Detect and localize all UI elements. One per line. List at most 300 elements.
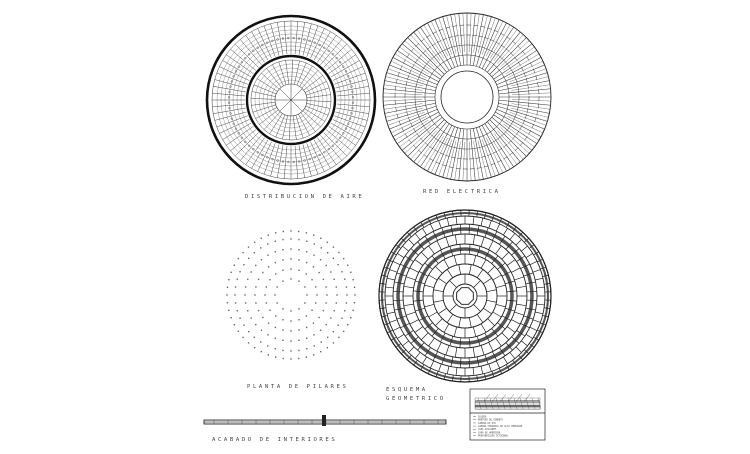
- panel-divider: [454, 255, 457, 265]
- panel-divider: [488, 266, 495, 273]
- pillar: [306, 348, 307, 349]
- pillar: [338, 252, 339, 253]
- pillar: [227, 287, 228, 288]
- panel-divider: [473, 304, 480, 311]
- panel-divider: [444, 324, 449, 333]
- center-post: [322, 415, 326, 426]
- pillar: [282, 249, 283, 250]
- pillar: [275, 262, 276, 263]
- pillar: [234, 324, 235, 325]
- panel-divider: [483, 278, 491, 284]
- panel-divider: [393, 327, 400, 330]
- detail-legend-item: PREFABRICADO OCTOGONAL: [478, 435, 509, 438]
- outer-duct: [317, 35, 336, 62]
- panel-divider: [514, 312, 524, 315]
- caption-air-distribution: DISTRIBUCION DE AIRE: [245, 194, 364, 200]
- pillar: [341, 271, 342, 272]
- outlet-tick: [526, 56, 529, 60]
- panel-divider: [496, 246, 502, 254]
- panel-divider: [489, 220, 492, 228]
- panel-divider: [481, 237, 484, 247]
- outlet-tick: [418, 150, 422, 153]
- panel-divider: [429, 338, 435, 346]
- panel-divider: [437, 241, 442, 250]
- panel-divider: [404, 286, 414, 288]
- panel-divider: [456, 217, 457, 225]
- pillar: [313, 266, 314, 267]
- collar-ring: [435, 65, 499, 129]
- panel-divider: [487, 290, 497, 292]
- outlet-tick: [517, 46, 520, 50]
- cable-radial: [494, 50, 537, 79]
- pillar: [268, 266, 269, 267]
- outer-duct: [329, 55, 356, 74]
- panel-divider: [527, 291, 537, 292]
- panel-divider: [393, 300, 403, 301]
- cable-radial: [387, 106, 437, 121]
- pillar: [313, 354, 314, 355]
- detail-legend-item: MORTERO DE CEMENTO: [478, 419, 504, 422]
- panel-divider: [507, 260, 515, 266]
- panel-divider: [481, 366, 483, 374]
- outlet-tick: [436, 162, 441, 164]
- panel-divider: [496, 285, 506, 288]
- panel-divider: [460, 358, 461, 368]
- panel-divider: [481, 324, 486, 333]
- panel-divider: [454, 327, 457, 337]
- outlet-tick: [400, 66, 402, 71]
- inner-duct: [256, 107, 277, 118]
- pillar: [336, 286, 337, 287]
- outer-duct: [335, 80, 367, 89]
- pillar: [298, 319, 299, 320]
- pillar: [354, 287, 355, 288]
- outlet-tick: [418, 55, 421, 59]
- pillar: [350, 272, 351, 273]
- pillar: [274, 294, 275, 295]
- pillar: [268, 322, 269, 323]
- panel-divider: [430, 224, 433, 231]
- pillar: [306, 262, 307, 263]
- outlet-tick: [422, 50, 426, 53]
- pillar: [248, 258, 249, 259]
- caption-electrical-network: RED ELECTRICA: [423, 189, 501, 195]
- outer-duct: [215, 112, 247, 121]
- pillar: [235, 302, 236, 303]
- outlet-tick: [429, 146, 433, 149]
- outlet-tick: [503, 144, 507, 147]
- pillar: [255, 286, 256, 287]
- pillar: [330, 271, 331, 272]
- outlet-tick: [402, 127, 404, 131]
- pillar: [343, 331, 344, 332]
- outlet-tick: [528, 130, 530, 134]
- panel-divider: [387, 278, 395, 280]
- pillar: [243, 264, 244, 265]
- outlet-tick: [417, 133, 420, 137]
- pillar: [275, 273, 276, 274]
- cable-branch: [383, 93, 422, 95]
- outlet-tick: [428, 131, 431, 135]
- pillar: [347, 324, 348, 325]
- panel-divider: [516, 239, 522, 245]
- panel-divider: [473, 280, 480, 287]
- pillar: [275, 348, 276, 349]
- panel-divider: [455, 235, 457, 245]
- cable-branch: [509, 69, 546, 82]
- pillar: [290, 358, 291, 359]
- outlet-tick: [500, 33, 504, 35]
- outlet-tick: [458, 148, 463, 149]
- pillar: [315, 286, 316, 287]
- pillar: [313, 334, 314, 335]
- pillar: [248, 342, 249, 343]
- panel-divider: [402, 341, 408, 346]
- pillar: [298, 308, 299, 309]
- panel-divider: [456, 368, 457, 376]
- pillar: [347, 265, 348, 266]
- pillar: [245, 286, 246, 287]
- pillar: [244, 294, 245, 295]
- cable-radial: [397, 50, 440, 79]
- pillar: [254, 242, 255, 243]
- pillar: [346, 302, 347, 303]
- pillar: [242, 252, 243, 253]
- pillar: [346, 286, 347, 287]
- core-spoke: [280, 100, 291, 111]
- pillar: [290, 230, 291, 231]
- pillar: [276, 286, 277, 287]
- outlet-tick: [415, 59, 418, 63]
- cable-radial: [482, 23, 507, 69]
- cable-branch: [400, 47, 431, 70]
- cable-branch: [388, 69, 425, 82]
- pillar: [275, 232, 276, 233]
- cable-branch: [509, 112, 546, 125]
- outlet-tick: [494, 30, 499, 32]
- pillar: [269, 310, 270, 311]
- inner-duct: [298, 114, 309, 135]
- pillar: [338, 337, 339, 338]
- pillar: [261, 351, 262, 352]
- cable-radial: [492, 44, 532, 77]
- outlet-tick: [515, 147, 519, 150]
- panel-divider: [397, 253, 404, 257]
- detail-legend-item: CAPA DE HORMIGON: [478, 431, 501, 434]
- core-spoke: [291, 89, 302, 100]
- pillar: [254, 294, 255, 295]
- outlet-tick: [501, 45, 505, 48]
- panel-divider: [455, 347, 457, 357]
- panel-divider: [438, 278, 446, 284]
- pillar: [327, 347, 328, 348]
- panel-divider: [469, 358, 470, 368]
- caption-pillar-plan: PLANTA DE PILARES: [247, 384, 348, 390]
- outer-duct: [335, 112, 367, 121]
- pillar: [264, 294, 265, 295]
- pillar: [290, 258, 291, 259]
- panel-divider: [449, 280, 456, 287]
- pillar: [260, 341, 261, 342]
- cable-radial: [487, 32, 520, 72]
- inner-duct: [296, 115, 303, 138]
- pillar: [326, 265, 327, 266]
- panel-divider: [469, 338, 470, 348]
- panel-divider: [473, 368, 474, 376]
- pillar: [254, 252, 255, 253]
- detail-legend-item: CAPA AISLANTE: [478, 428, 497, 431]
- panel-divider: [510, 352, 515, 358]
- cable-radial: [490, 38, 527, 75]
- outlet-tick: [427, 47, 431, 50]
- cable-radial: [498, 73, 548, 88]
- panel-divider: [477, 211, 478, 217]
- cable-radial: [495, 112, 541, 137]
- pillar: [230, 317, 231, 318]
- outlet-tick: [510, 52, 513, 56]
- outlet-tick: [413, 128, 416, 132]
- panel-divider: [544, 308, 550, 309]
- pillar: [326, 324, 327, 325]
- pillar: [298, 270, 299, 271]
- outlet-tick: [429, 58, 433, 61]
- pillar: [313, 234, 314, 235]
- outlet-tick: [508, 140, 512, 143]
- cable-radial: [443, 128, 458, 178]
- cable-branch: [463, 13, 465, 52]
- pillar: [275, 315, 276, 316]
- outer-duct: [215, 80, 247, 89]
- panel-divider: [511, 268, 520, 273]
- cable-branch: [439, 139, 452, 176]
- pillar: [344, 279, 345, 280]
- pillar: [314, 345, 315, 346]
- pillar: [306, 315, 307, 316]
- cable-radial: [385, 81, 436, 91]
- pillar: [290, 340, 291, 341]
- pillar: [327, 242, 328, 243]
- panel-divider: [493, 312, 502, 317]
- pillar: [243, 325, 244, 326]
- panel-divider: [473, 347, 475, 357]
- pillar: [298, 350, 299, 351]
- panel-divider: [430, 361, 433, 368]
- cable-branch: [463, 142, 465, 181]
- pillar: [228, 310, 229, 311]
- outlet-tick: [518, 62, 521, 66]
- panel-divider: [502, 252, 509, 259]
- pillar: [306, 294, 307, 295]
- cable-branch: [439, 18, 452, 55]
- pillar: [298, 259, 299, 260]
- pillar: [306, 232, 307, 233]
- panel-divider: [489, 364, 492, 372]
- outlet-tick: [501, 133, 505, 136]
- panel-divider: [415, 327, 423, 333]
- outlet-tick: [506, 37, 510, 40]
- pillar: [275, 241, 276, 242]
- detail-legend-item: SOLERA: [478, 415, 487, 418]
- outlet-tick: [415, 88, 416, 93]
- outlet-tick: [416, 83, 417, 88]
- panel-divider: [410, 268, 419, 273]
- pillar: [306, 251, 307, 252]
- center-octagon: [457, 288, 474, 305]
- outlet-tick: [506, 48, 510, 51]
- pillar: [238, 331, 239, 332]
- panel-divider: [544, 283, 550, 284]
- pillar: [268, 234, 269, 235]
- pillar: [290, 248, 291, 249]
- cable-radial: [387, 73, 437, 88]
- pillar: [320, 330, 321, 331]
- pillar: [333, 246, 334, 247]
- panel-divider: [469, 265, 471, 275]
- pillar: [298, 340, 299, 341]
- panel-divider: [496, 338, 502, 346]
- outlet-tick: [503, 59, 506, 63]
- pillar: [336, 294, 337, 295]
- panel-divider: [386, 287, 394, 288]
- pillar-plan: [226, 230, 355, 359]
- pillar: [344, 310, 345, 311]
- outlet-tick: [497, 160, 501, 162]
- pillar: [282, 239, 283, 240]
- panel-divider: [422, 228, 426, 235]
- cable-radial: [485, 27, 514, 70]
- pillar: [261, 238, 262, 239]
- panel-divider: [510, 233, 515, 239]
- pillar: [334, 279, 335, 280]
- pillar: [248, 331, 249, 332]
- pillar: [320, 238, 321, 239]
- panel-divider: [469, 318, 471, 328]
- panel-divider: [437, 342, 442, 351]
- panel-divider: [483, 308, 491, 314]
- panel-divider: [447, 366, 449, 374]
- pillar: [320, 351, 321, 352]
- panel-divider: [452, 375, 453, 381]
- panel-divider: [389, 270, 397, 273]
- pillar: [226, 294, 227, 295]
- geometric-scheme-plan: [379, 210, 551, 382]
- outlet-tick: [471, 45, 476, 46]
- panel-divider: [516, 304, 526, 306]
- panel-divider: [439, 220, 442, 228]
- panel-divider: [402, 246, 408, 251]
- pillar: [268, 354, 269, 355]
- panel-divider: [493, 275, 502, 280]
- pillar: [298, 358, 299, 359]
- cable-branch: [383, 99, 422, 101]
- pillar: [228, 279, 229, 280]
- cable-radial: [414, 32, 447, 72]
- pillar: [275, 327, 276, 328]
- pillar: [261, 259, 262, 260]
- outlet-tick: [429, 158, 433, 160]
- caption-geometric-scheme-2: GEOMETRICO: [386, 396, 446, 402]
- panel-divider: [526, 253, 533, 257]
- pillar: [314, 243, 315, 244]
- outlet-tick: [413, 145, 416, 149]
- pillar: [282, 340, 283, 341]
- panel-divider: [530, 261, 537, 264]
- core-spoke: [291, 100, 302, 111]
- pillar: [318, 317, 319, 318]
- outlet-tick: [432, 32, 436, 34]
- caption-interior-finish: ACABADO DE INTERIORES: [212, 437, 337, 443]
- pillar: [318, 272, 319, 273]
- pillar: [239, 318, 240, 319]
- pillar: [267, 345, 268, 346]
- panel-divider: [380, 283, 386, 284]
- panel-divider: [447, 314, 453, 322]
- pillar: [298, 280, 299, 281]
- outlet-tick: [518, 101, 519, 106]
- pillar: [282, 350, 283, 351]
- panel-divider: [415, 352, 420, 358]
- panel-divider: [439, 364, 442, 372]
- construction-detail: [470, 389, 545, 440]
- pillar: [343, 258, 344, 259]
- pillar: [267, 254, 268, 255]
- outlet-tick: [405, 133, 408, 137]
- pillar: [323, 279, 324, 280]
- pillar: [237, 279, 238, 280]
- pillar: [262, 317, 263, 318]
- cable-radial: [479, 127, 499, 175]
- detail-layer: [475, 407, 540, 409]
- outlet-tick: [420, 138, 423, 142]
- outlet-tick: [415, 103, 416, 108]
- pillar: [276, 302, 277, 303]
- pillar: [266, 302, 267, 303]
- panel-divider: [380, 308, 386, 309]
- panel-divider: [404, 304, 414, 306]
- cable-branch: [417, 133, 440, 164]
- cable-radial: [408, 38, 445, 75]
- cable-radial: [420, 27, 449, 70]
- pillar: [306, 356, 307, 357]
- pillar: [337, 325, 338, 326]
- outer-duct: [226, 126, 253, 145]
- cable-radial: [427, 125, 452, 171]
- electrical-network-plan: [383, 13, 551, 181]
- pillar: [262, 272, 263, 273]
- panel-divider: [435, 266, 442, 273]
- outer-duct: [329, 126, 356, 145]
- panel-divider: [435, 319, 442, 326]
- pillar: [227, 302, 228, 303]
- shell-ring: [393, 224, 537, 368]
- pillar: [266, 286, 267, 287]
- outlet-tick: [516, 131, 519, 135]
- outer-duct: [246, 138, 265, 165]
- pillar: [298, 231, 299, 232]
- cable-branch: [512, 99, 551, 101]
- inner-duct: [305, 81, 326, 92]
- cable-radial: [393, 57, 439, 82]
- panel-divider: [460, 224, 461, 234]
- pillar: [298, 329, 299, 330]
- pillar: [234, 265, 235, 266]
- pillar: [275, 251, 276, 252]
- outlet-tick: [517, 106, 518, 111]
- cable-radial: [443, 17, 458, 67]
- outlet-tick: [503, 156, 507, 159]
- pillar: [333, 331, 334, 332]
- panel-divider: [386, 304, 394, 305]
